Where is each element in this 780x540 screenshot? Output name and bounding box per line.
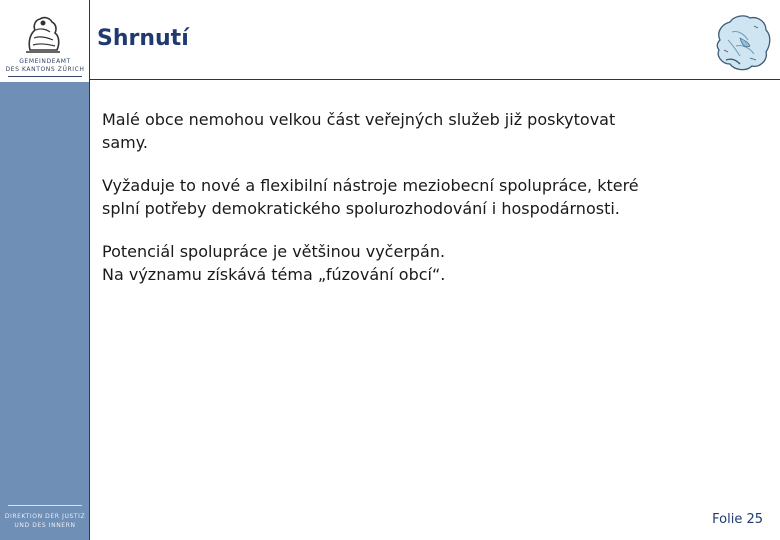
paragraph-line: Malé obce nemohou velkou část veřejných služeb již poskytovat (102, 110, 616, 129)
org-name-line1: GEMEINDEAMT (19, 58, 71, 65)
paragraph-line: Potenciál spolupráce je většinou vyčerpán. (102, 242, 446, 261)
paragraph-1 (102, 108, 742, 154)
paragraph-line: samy. (102, 133, 148, 152)
canton-map-icon (710, 10, 776, 74)
sidebar-band (0, 82, 89, 540)
dept-name-line1: DIREKTION DER JUSTIZ (4, 513, 86, 520)
paragraph-line: splní potřeby demokratického spolurozhodování i hospodárnosti. (102, 199, 620, 218)
paragraph-2 (102, 174, 742, 220)
org-name-line2: DES KANTONS ZÜRICH (5, 66, 85, 73)
paragraph-line: Na významu získává téma „fúzování obcí“. (102, 265, 446, 284)
sidebar (0, 0, 90, 540)
dept-divider (8, 505, 82, 506)
lion-coat-of-arms-icon (22, 12, 64, 56)
header-divider (90, 79, 780, 80)
org-divider (8, 76, 82, 77)
paragraph-line: Vyžaduje to nové a flexibilní nástroje meziobecní spolupráce, které (102, 176, 639, 195)
slide-body (102, 108, 742, 306)
paragraph-3 (102, 240, 742, 286)
slide-number: Folie 25 (712, 512, 763, 527)
dept-name-line2: UND DES INNERN (14, 522, 76, 529)
slide-title: Shrnutí (97, 26, 189, 51)
sidebar-border (89, 0, 90, 540)
